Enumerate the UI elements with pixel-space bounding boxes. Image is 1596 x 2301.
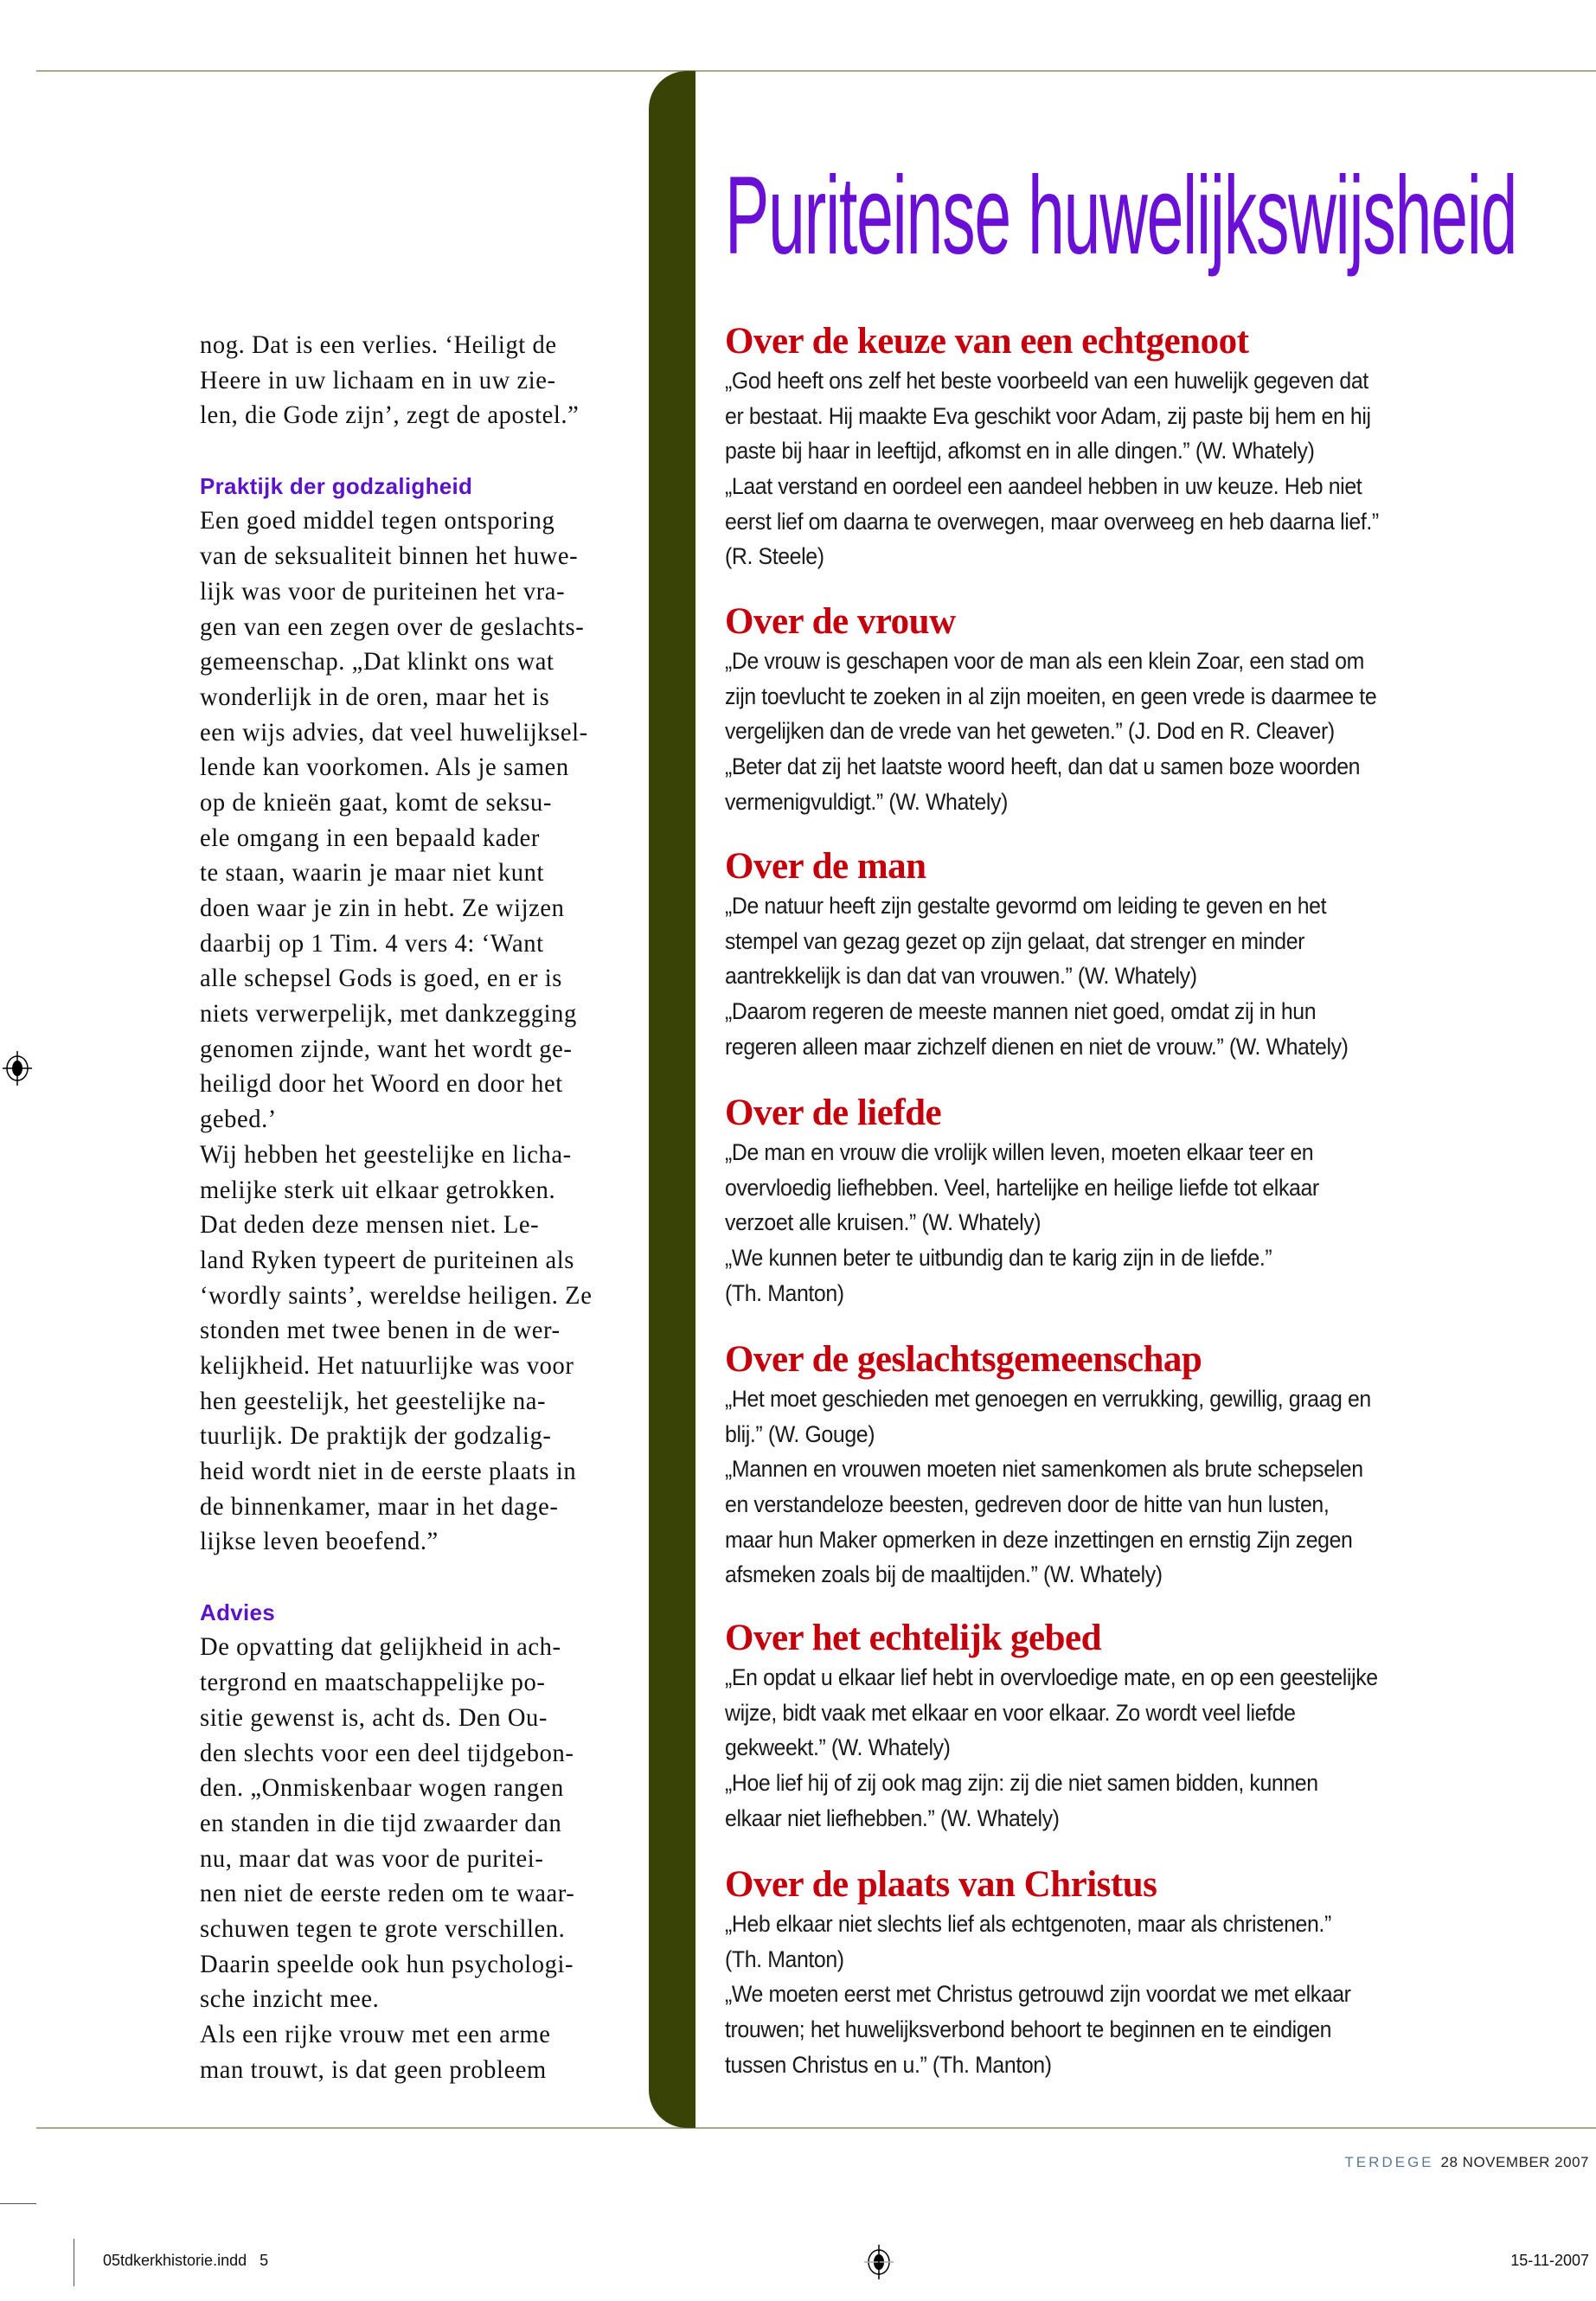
- quote-line: eerst lief om daarna te overwegen, maar overweeg en heb daarna lief.”: [725, 508, 1379, 535]
- quote-line: „De man en vrouw die vrolijk willen leven, moeten elkaar teer en: [725, 1139, 1314, 1165]
- text-line: Als een rijke vrouw met een arme: [200, 2021, 551, 2048]
- paragraph-gap: [200, 1560, 619, 1595]
- quote-line: en verstandeloze beesten, gedreven door de hitte van hun lusten,: [725, 1491, 1330, 1518]
- quote-section: [725, 1617, 1555, 1836]
- subheading: Praktijk der godzaligheid: [200, 472, 473, 499]
- text-line: van de seksualiteit binnen het huwe-: [200, 542, 579, 571]
- text-line: niets verwerpelijk, met dankzegging: [200, 1000, 577, 1029]
- top-rule: [36, 70, 1596, 72]
- text-line: daarbij op 1 Tim. 4 vers 4: ‘Want: [200, 929, 544, 958]
- text-line: heid wordt niet in de eerste plaats in: [200, 1458, 577, 1485]
- text-line: tergrond en maatschappelijke po-: [200, 1669, 546, 1697]
- quote-line: (Th. Manton): [725, 1945, 844, 1972]
- page-title: Puriteinse huwelijkswijsheid: [725, 154, 1517, 278]
- text-line: De opvatting dat gelijkheid in ach-: [200, 1633, 561, 1662]
- crop-mark-horizontal: [0, 2203, 36, 2204]
- quote-line: vergelijken dan de vrede van het geweten.” (J. Dod en R. Cleaver): [725, 718, 1335, 745]
- text-line: nog. Dat is een verlies. ‘Heiligt de: [200, 331, 557, 359]
- quote-line: „Beter dat zij het laatste woord heeft, dan dat u samen boze woorden: [725, 753, 1361, 780]
- text-line: Een goed middel tegen ontsporing: [200, 507, 555, 535]
- text-line: gemeenschap. „Dat klinkt ons wat: [200, 648, 554, 676]
- text-line: een wijs advies, dat veel huwelijksel-: [200, 718, 588, 747]
- quote-line: „De natuur heeft zijn gestalte gevormd om leiding te geven en het: [725, 893, 1327, 919]
- text-line: man trouwt, is dat geen probleem: [200, 2055, 547, 2084]
- section-heading: Over het echtelijk gebed: [725, 1618, 1102, 1658]
- quote-line: er bestaat. Hij maakte Eva geschikt voor Adam, zij paste bij hem en hij: [725, 402, 1371, 429]
- text-line: alle schepsel Gods is goed, en er is: [200, 965, 563, 993]
- text-line: ‘wordly saints’, wereldse heiligen. Ze: [200, 1281, 593, 1310]
- bottom-rule: [36, 2127, 1596, 2129]
- quote-line: „Heb elkaar niet slechts lief als echtgenoten, maar als christenen.”: [725, 1911, 1331, 1937]
- quote-line: trouwen; het huwelijksverbond behoort te beginnen en te eindigen: [725, 2016, 1332, 2043]
- quote-line: overvloedig liefhebben. Veel, hartelijke en heilige liefde tot elkaar: [725, 1174, 1319, 1201]
- text-line: doen waar je zin in hebt. Ze wijzen: [200, 894, 565, 922]
- quote-line: elkaar niet liefhebben.” (W. Whately): [725, 1804, 1060, 1831]
- magazine-name: TERDEGE: [1344, 2154, 1434, 2170]
- text-line: ele omgang in een bepaald kader: [200, 824, 541, 852]
- text-line: kelijkheid. Het natuurlijke was voor: [200, 1351, 574, 1380]
- quote-line: paste bij haar in leeftijd, afkomst en in alle dingen.” (W. Whately): [725, 438, 1315, 465]
- folio: [1344, 2154, 1589, 2171]
- text-line: stonden met twee benen in de wer-: [200, 1317, 561, 1345]
- text-line: land Ryken typeert de puriteinen als: [200, 1246, 574, 1274]
- quote-section: [725, 320, 1555, 574]
- quote-line: „We moeten eerst met Christus getrouwd zijn voordat we met elkaar: [725, 1981, 1351, 2008]
- text-line: len, die Gode zijn’, zegt de apostel.”: [200, 401, 580, 430]
- quote-line: gekweekt.” (W. Whately): [725, 1734, 951, 1761]
- section-heading: Over de keuze van een echtgenoot: [725, 321, 1249, 362]
- left-column-article: [200, 328, 632, 2087]
- text-line: sche inzicht mee.: [200, 1985, 380, 2014]
- quote-line: vermenigvuldigt.” (W. Whately): [725, 788, 1008, 815]
- quote-line: maar hun Maker opmerken in deze inzettingen en ernstig Zijn zegen: [725, 1526, 1353, 1553]
- text-line: lijk was voor de puriteinen het vra-: [200, 577, 566, 606]
- quote-line: aantrekkelijk is dan dat van vrouwen.” (W. Whately): [725, 963, 1197, 990]
- quote-line: „Hoe lief hij of zij ook mag zijn: zij die niet samen bidden, kunnen: [725, 1770, 1318, 1797]
- section-heading: Over de vrouw: [725, 601, 956, 642]
- quote-line: tussen Christus en u.” (Th. Manton): [725, 2051, 1052, 2078]
- text-line: gebed.’: [200, 1106, 277, 1134]
- text-line: melijke sterk uit elkaar getrokken.: [200, 1176, 556, 1204]
- issue-date: 28 NOVEMBER 2007: [1440, 2154, 1589, 2170]
- text-line: lende kan voorkomen. Als je samen: [200, 753, 569, 782]
- text-line: hen geestelijk, het geestelijke na-: [200, 1387, 547, 1415]
- quote-line: „Laat verstand en oordeel een aandeel hebben in uw keuze. Heb niet: [725, 473, 1362, 500]
- quote-line: (Th. Manton): [725, 1279, 844, 1306]
- text-line: schuwen tegen te grote verschillen.: [200, 1914, 566, 1943]
- quote-section: [725, 1338, 1555, 1593]
- text-line: de binnenkamer, maar in het dage-: [200, 1492, 559, 1521]
- text-line: tuurlijk. De praktijk der godzalig-: [200, 1422, 552, 1451]
- quote-line: zijn toevlucht te zoeken in al zijn moeiten, en geen vrede is daarmee te: [725, 683, 1377, 709]
- accent-bar: [649, 71, 695, 2128]
- text-line: gen van een zegen over de geslachts-: [200, 612, 585, 641]
- text-line: lijkse leven beoefend.”: [200, 1528, 439, 1556]
- text-line: nen niet de eerste reden om te waar-: [200, 1880, 575, 1908]
- section-heading: Over de man: [725, 846, 926, 887]
- quote-line: „God heeft ons zelf het beste voorbeeld van een huwelijk gegeven dat: [725, 368, 1368, 394]
- text-line: te staan, waarin je maar niet kunt: [200, 859, 544, 888]
- text-line: en standen in die tijd zwaarder dan: [200, 1809, 562, 1837]
- text-line: genomen zijnde, want het wordt ge-: [200, 1035, 573, 1063]
- text-line: Daarin speelde ook hun psychologi-: [200, 1950, 574, 1978]
- quote-line: „De vrouw is geschapen voor de man als een klein Zoar, een stad om: [725, 648, 1364, 674]
- section-heading: Over de liefde: [725, 1093, 942, 1133]
- text-line: den. „Onmiskenbaar wogen rangen: [200, 1774, 564, 1803]
- text-line: Dat deden deze mensen niet. Le-: [200, 1211, 540, 1240]
- quote-line: „Daarom regeren de meeste mannen niet goed, omdat zij in hun: [725, 998, 1317, 1025]
- slug-date: 15-11-2007: [1510, 2252, 1589, 2269]
- quote-line: (R. Steele): [725, 543, 824, 570]
- text-line: wonderlijk in de oren, maar het is: [200, 683, 550, 711]
- quote-line: „En opdat u elkaar lief hebt in overvloedige mate, en op een geestelijke: [725, 1664, 1378, 1690]
- quote-line: wijze, bidt vaak met elkaar en voor elkaar. Zo wordt veel liefde: [725, 1699, 1296, 1726]
- quote-line: afsmeken zoals bij de maaltijden.” (W. Whately): [725, 1561, 1163, 1588]
- quote-section: [725, 1863, 1555, 2082]
- section-heading: Over de geslachtsgemeenschap: [725, 1339, 1202, 1380]
- quote-section: [725, 845, 1555, 1064]
- quote-line: „Het moet geschieden met genoegen en verrukking, gewillig, graag en: [725, 1386, 1371, 1412]
- paragraph-gap: [200, 433, 619, 469]
- text-line: Heere in uw lichaam en in uw zie-: [200, 366, 556, 394]
- quote-line: blij.” (W. Gouge): [725, 1420, 875, 1447]
- text-line: Wij hebben het geestelijke en licha-: [200, 1140, 572, 1169]
- quote-section: [725, 600, 1555, 819]
- text-line: heiligd door het Woord en door het: [200, 1070, 563, 1099]
- registration-mark-icon: [864, 2245, 894, 2279]
- quote-section: [725, 1092, 1555, 1311]
- quote-line: stempel van gezag gezet op zijn gelaat, dat strenger en minder: [725, 927, 1305, 954]
- section-heading: Over de plaats van Christus: [725, 1864, 1157, 1905]
- text-line: nu, maar dat was voor de puritei-: [200, 1844, 544, 1873]
- quote-line: regeren alleen maar zichzelf dienen en niet de vrouw.” (W. Whately): [725, 1033, 1349, 1060]
- quote-line: „Mannen en vrouwen moeten niet samenkomen als brute schepselen: [725, 1456, 1363, 1483]
- quote-line: verzoet alle kruisen.” (W. Whately): [725, 1209, 1042, 1236]
- quote-line: „We kunnen beter te uitbundig dan te karig zijn in de liefde.”: [725, 1245, 1272, 1272]
- slug-filename: 05tdkerkhistorie.indd 5: [103, 2252, 269, 2269]
- registration-mark-icon: [3, 1051, 32, 1086]
- text-line: sitie gewenst is, acht ds. Den Ou-: [200, 1703, 548, 1732]
- subheading: Advies: [200, 1599, 276, 1625]
- text-line: op de knieën gaat, komt de seksu-: [200, 788, 552, 817]
- text-line: den slechts voor een deel tijdgebon-: [200, 1739, 574, 1767]
